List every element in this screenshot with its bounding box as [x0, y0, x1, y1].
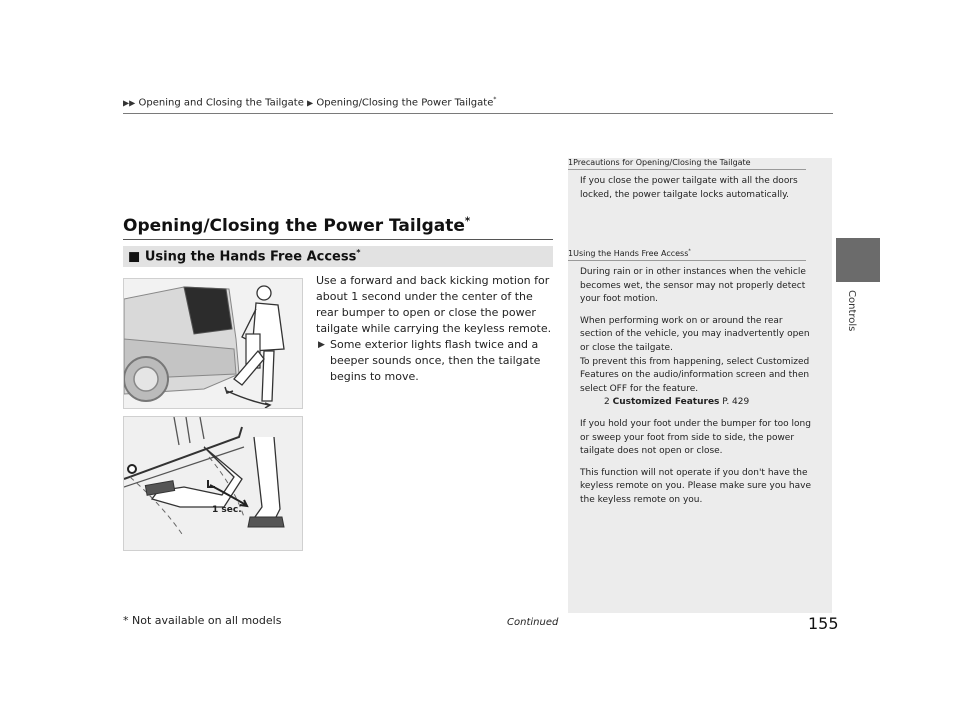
note-heading-text: Using the Hands Free Access	[573, 249, 689, 258]
note-text-hands-free	[580, 266, 812, 516]
section-heading-star: *	[356, 248, 361, 257]
breadcrumb-arrow-icon: ▶	[307, 98, 314, 108]
illustration-foot-closeup	[123, 416, 303, 551]
title-rule	[123, 239, 553, 240]
note-paragraph: To prevent this from happening, select Customized Features on the audio/information screen and then select OFF for the feature.	[580, 356, 810, 394]
page-title-star: *	[464, 216, 471, 228]
page-number: 155	[808, 614, 839, 633]
breadcrumb	[123, 96, 496, 108]
note-rule	[568, 169, 806, 170]
breadcrumb-item-power-tailgate[interactable]: Opening/Closing the Power Tailgate	[316, 97, 494, 109]
note-paragraph: If you close the power tailgate with all the doors locked, the power tailgate locks automatically.	[580, 176, 798, 200]
body-text	[316, 273, 552, 385]
note-text-precautions	[580, 175, 812, 210]
cross-reference-page: P. 429	[722, 397, 750, 408]
cross-reference-label[interactable]: Customized Features	[612, 397, 720, 408]
section-heading	[128, 248, 360, 264]
note-marker-icon: 1	[568, 249, 574, 258]
figure-label-1sec: 1 sec.	[212, 505, 242, 515]
note-heading-hands-free	[568, 249, 691, 258]
breadcrumb-item-tailgate[interactable]: Opening and Closing the Tailgate	[138, 97, 304, 109]
cross-reference-icon: 2	[604, 397, 610, 408]
note-rule	[568, 260, 806, 261]
chapter-tab	[836, 238, 880, 282]
note-marker-icon: 1	[568, 158, 574, 167]
note-paragraph: When performing work on or around the rear section of the vehicle, you may inadvertently open or close the tailgate.	[580, 315, 810, 353]
section-heading-text: Using the Hands Free Access	[144, 249, 357, 265]
note-paragraph: This function will not operate if you don't have the keyless remote on you. Please make sure you have the keyless remote on you.	[580, 467, 812, 505]
body-bullet	[316, 337, 552, 385]
note-heading-precautions	[568, 158, 751, 167]
note-paragraph: During rain or in other instances when the vehicle becomes wet, the sensor may not properly detect your foot motion.	[580, 267, 806, 305]
illustration-car-rear	[123, 278, 303, 409]
page-title	[123, 216, 470, 236]
foot-closeup-illustration	[124, 417, 303, 551]
cross-reference[interactable]	[580, 396, 812, 410]
breadcrumb-star: *	[493, 96, 497, 103]
continued-label: Continued	[507, 617, 559, 628]
bullet-arrow-icon: ▶	[318, 340, 325, 350]
body-paragraph: Use a forward and back kicking motion for about 1 second under the center of the rear bumper to open or close the power tailgate while carrying the keyless remote.	[316, 274, 552, 335]
section-marker: ■	[128, 249, 141, 265]
notes-column	[568, 158, 832, 613]
body-bullet-text: Some exterior lights flash twice and a beeper sounds once, then the tailgate begins to move.	[330, 338, 541, 383]
note-heading-text: Precautions for Opening/Closing the Tailgate	[573, 158, 751, 167]
page-title-text: Opening/Closing the Power Tailgate	[123, 216, 465, 236]
note-paragraph: If you hold your foot under the bumper for too long or sweep your foot from side to side, the power tailgate does not open or close.	[580, 418, 811, 457]
note-heading-star: *	[688, 249, 691, 255]
header-rule	[123, 113, 833, 114]
footnote: * Not available on all models	[123, 614, 282, 627]
chapter-tab-label: Controls	[846, 290, 857, 332]
breadcrumb-arrow-icon: ▶▶	[123, 98, 136, 108]
car-kick-illustration	[124, 279, 303, 409]
